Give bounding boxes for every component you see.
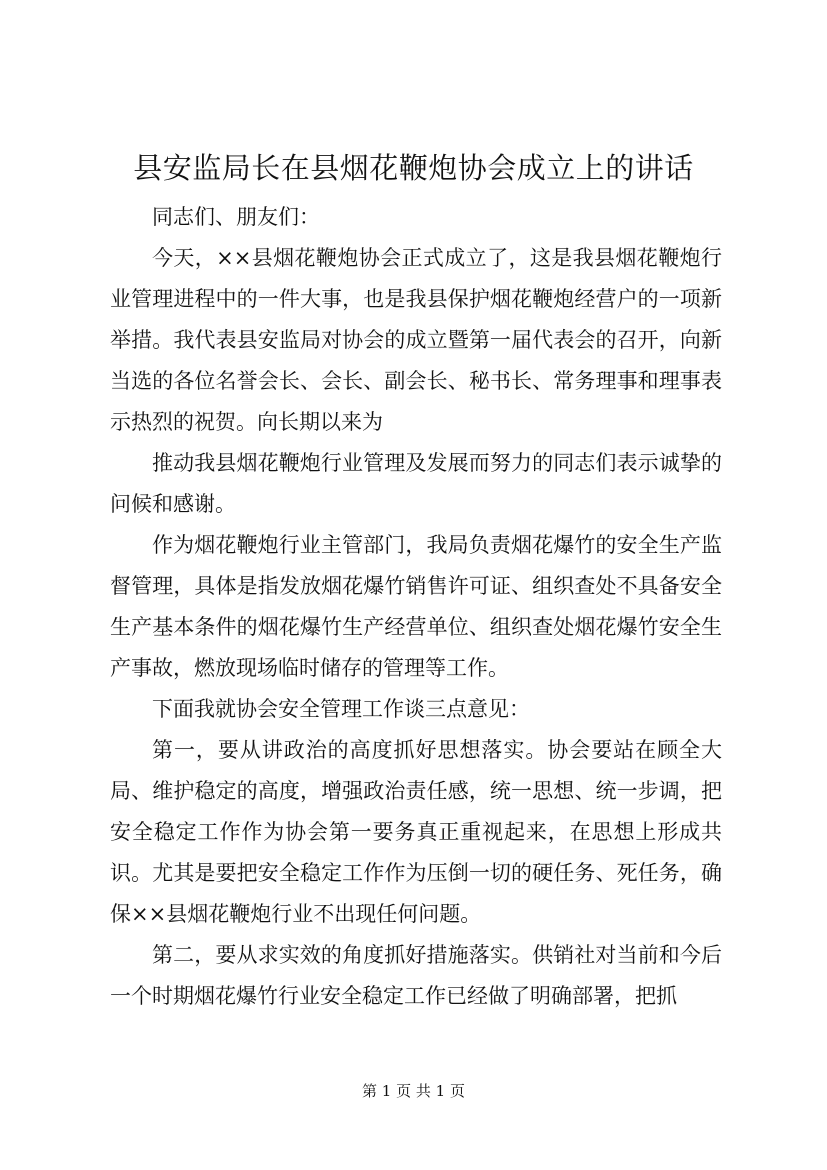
paragraph: 推动我县烟花鞭炮行业管理及发展而努力的同志们表示诚挚的问候和感谢。 <box>110 451 722 516</box>
paragraph: 下面我就协会安全管理工作谈三点意见： <box>152 697 530 721</box>
page-number-footer: 第 1 页 共 1 页 <box>362 1082 465 1100</box>
paragraph-greeting: 同志们、朋友们： <box>152 205 320 229</box>
document-body <box>110 197 722 1017</box>
paragraph: 第二，要从求实效的角度抓好措施落实。供销社对当前和今后一个时期烟花爆竹行业安全稳定工作已经做了明确部署，把抓 <box>110 943 722 1008</box>
document-title: 县安监局长在县烟花鞭炮协会成立上的讲话 <box>133 151 694 185</box>
paragraph: 作为烟花鞭炮行业主管部门，我局负责烟花爆竹的安全生产监督管理，具体是指发放烟花爆竹销售许可证、组织查处不具备安全生产基本条件的烟花爆竹生产经营单位、组织查处烟花爆竹安全生产事故，燃放现场临时储存的管理等工作。 <box>110 533 722 680</box>
paragraph: 今天，××县烟花鞭炮协会正式成立了，这是我县烟花鞭炮行业管理进程中的一件大事，也是我县保护烟花鞭炮经营户的一项新举措。我代表县安监局对协会的成立暨第一届代表会的召开，向新当选的各位名誉会长、会长、副会长、秘书长、常务理事和理事表示热烈的祝贺。向长期以来为 <box>110 246 722 434</box>
paragraph: 第一，要从讲政治的高度抓好思想落实。协会要站在顾全大局、维护稳定的高度，增强政治责任感，统一思想、统一步调，把安全稳定工作作为协会第一要务真正重视起来，在思想上形成共识。尤其是要把安全稳定工作作为压倒一切的硬任务、死任务，确保××县烟花鞭炮行业不出现任何问题。 <box>110 738 722 926</box>
